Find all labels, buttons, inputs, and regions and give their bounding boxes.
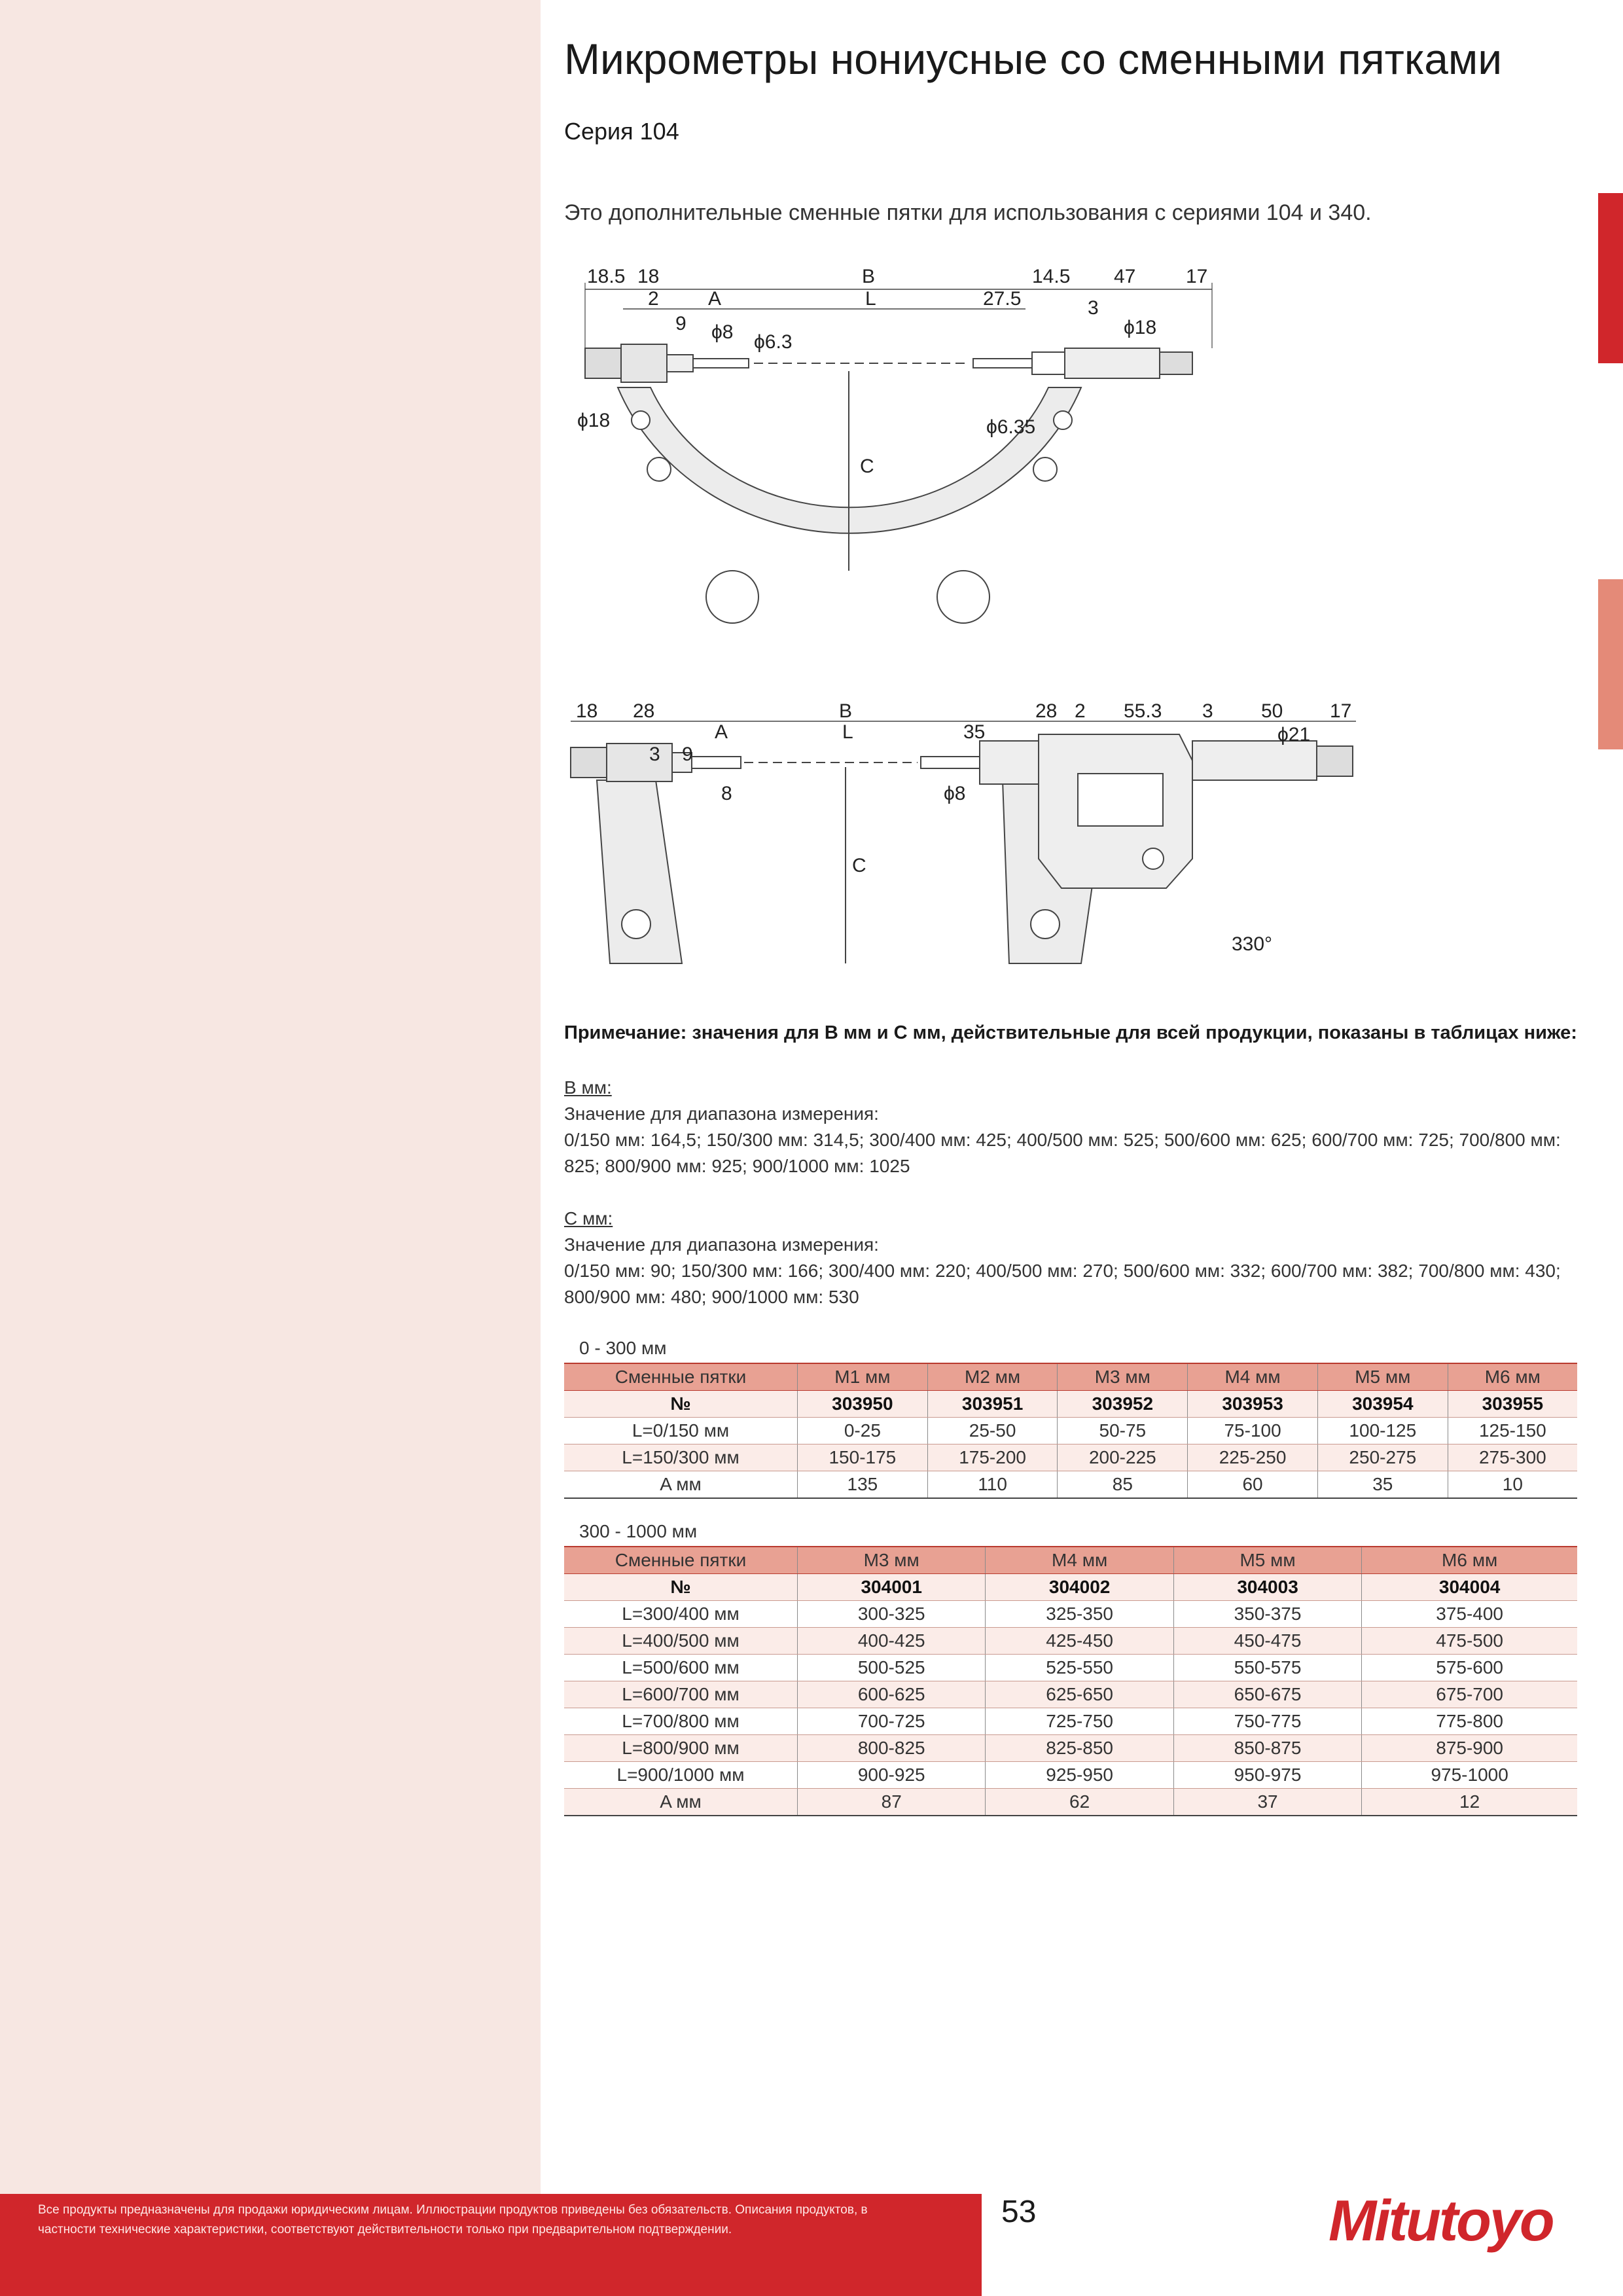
brand-logo: Mitutoyo	[1329, 2188, 1553, 2253]
cell: 600-625	[798, 1681, 986, 1708]
cell: 875-900	[1362, 1735, 1577, 1762]
cell: 825-850	[986, 1735, 1173, 1762]
b-heading: B мм:	[564, 1077, 612, 1098]
page-number: 53	[1001, 2195, 1037, 2229]
dim-label: ϕ18	[1124, 317, 1157, 338]
c-line: Значение для диапазона измерения:	[564, 1234, 879, 1255]
table-header-row	[564, 1363, 1577, 1391]
cell: 700-725	[798, 1708, 986, 1735]
dim-label: ϕ6.3	[754, 331, 793, 353]
cell: 150-175	[798, 1444, 928, 1471]
dim-label: 14.5	[1032, 266, 1071, 287]
dim-label: 9	[675, 313, 687, 334]
dim-label: 18	[637, 266, 660, 287]
dim-label: 28	[633, 700, 655, 722]
cell: 12	[1362, 1789, 1577, 1816]
cell: 125-150	[1448, 1418, 1577, 1444]
dim-label: L	[865, 288, 876, 310]
cell: 975-1000	[1362, 1762, 1577, 1789]
b-line: 0/150 мм: 164,5; 150/300 мм: 314,5; 300/400 мм: 425; 400/500 мм: 525; 500/600 мм: 625; 600/700 мм: 725; 700/800 мм:	[564, 1130, 1561, 1150]
dim-label: 9	[682, 744, 693, 765]
cell: 75-100	[1188, 1418, 1318, 1444]
dim-label: 18	[576, 700, 598, 722]
dim-label: 27.5	[983, 288, 1022, 310]
table-row	[564, 1708, 1577, 1735]
cell: L=600/700 мм	[564, 1681, 798, 1708]
header-cell: Сменные пятки	[564, 1363, 798, 1391]
dim-label: 17	[1330, 700, 1352, 722]
cell: 450-475	[1173, 1628, 1361, 1655]
cell: 325-350	[986, 1601, 1173, 1628]
cell: 0-25	[798, 1418, 928, 1444]
dim-label: ϕ8	[944, 783, 966, 804]
dim-label: C	[852, 855, 866, 876]
dim-label: C	[860, 456, 874, 477]
cell: 850-875	[1173, 1735, 1361, 1762]
dim-label: A	[708, 288, 722, 310]
table-row	[564, 1418, 1577, 1444]
cell: 304001	[798, 1574, 986, 1601]
cell: 303950	[798, 1391, 928, 1418]
cell: 175-200	[927, 1444, 1058, 1471]
b-line: Значение для диапазона измерения:	[564, 1103, 879, 1124]
table-row	[564, 1762, 1577, 1789]
cell: 304002	[986, 1574, 1173, 1601]
header-cell: M4 мм	[986, 1547, 1173, 1574]
cell: 225-250	[1188, 1444, 1318, 1471]
cell: 87	[798, 1789, 986, 1816]
cell: 200-225	[1058, 1444, 1188, 1471]
cell: L=500/600 мм	[564, 1655, 798, 1681]
dim-label: 28	[1035, 700, 1058, 722]
cell: L=900/1000 мм	[564, 1762, 798, 1789]
drawing-bottom-labels	[576, 700, 1351, 955]
dim-label: 35	[963, 721, 986, 743]
table-300-1000	[564, 1546, 1577, 1816]
cell: 100-125	[1317, 1418, 1448, 1444]
cell: 25-50	[927, 1418, 1058, 1444]
table-row	[564, 1574, 1577, 1601]
c-heading: C мм:	[564, 1208, 613, 1229]
note-text: Примечание: значения для B мм и C мм, действительные для всей продукции, показаны в таблицах ниже:	[564, 1022, 1577, 1043]
cell: 725-750	[986, 1708, 1173, 1735]
cell: 550-575	[1173, 1655, 1361, 1681]
table-row	[564, 1391, 1577, 1418]
table-row	[564, 1628, 1577, 1655]
header-cell: M3 мм	[1058, 1363, 1188, 1391]
header-cell: M3 мм	[798, 1547, 986, 1574]
dim-label: 3	[1088, 297, 1099, 319]
dim-label: ϕ8	[711, 321, 734, 343]
cell: 35	[1317, 1471, 1448, 1499]
header-cell: M2 мм	[927, 1363, 1058, 1391]
cell: 900-925	[798, 1762, 986, 1789]
disclaimer-line: частности технические характеристики, соответствуют действительности только при предварительном подтверждении.	[38, 2223, 732, 2236]
cell: 303952	[1058, 1391, 1188, 1418]
footer-disclaimer	[38, 2200, 941, 2240]
header-cell: M5 мм	[1317, 1363, 1448, 1391]
b-line: 825; 800/900 мм: 925; 900/1000 мм: 1025	[564, 1156, 910, 1176]
b-values-block	[564, 1075, 1572, 1179]
cell: 303951	[927, 1391, 1058, 1418]
cell: L=700/800 мм	[564, 1708, 798, 1735]
cell: 475-500	[1362, 1628, 1577, 1655]
cell: 925-950	[986, 1762, 1173, 1789]
dim-label: L	[842, 721, 853, 743]
cell: 375-400	[1362, 1601, 1577, 1628]
cell: №	[564, 1391, 798, 1418]
c-values-block	[564, 1206, 1572, 1310]
c-line: 0/150 мм: 90; 150/300 мм: 166; 300/400 мм: 220; 400/500 мм: 270; 500/600 мм: 332; 600/700 мм: 382; 700/800 мм: 430;	[564, 1261, 1561, 1281]
dim-label: ϕ21	[1277, 724, 1311, 745]
header-cell: M6 мм	[1448, 1363, 1577, 1391]
technical-drawing	[564, 257, 1441, 996]
cell: 62	[986, 1789, 1173, 1816]
disclaimer-line: Все продукты предназначены для продажи юридическим лицам. Иллюстрации продуктов приведены без обязательств. Описания продуктов, в	[38, 2203, 868, 2217]
cell: №	[564, 1574, 798, 1601]
dim-label: 55.3	[1124, 700, 1162, 722]
cell: 675-700	[1362, 1681, 1577, 1708]
cell: 400-425	[798, 1628, 986, 1655]
cell: 304004	[1362, 1574, 1577, 1601]
dim-label: 18.5	[587, 266, 626, 287]
cell: A мм	[564, 1789, 798, 1816]
cell: 10	[1448, 1471, 1577, 1499]
dim-label: 3	[1202, 700, 1213, 722]
left-side-panel	[0, 0, 541, 2296]
section-tab-marker-secondary	[1598, 579, 1623, 749]
cell: 303954	[1317, 1391, 1448, 1418]
dim-label: ϕ18	[577, 410, 611, 431]
dim-label: 330°	[1232, 933, 1273, 955]
header-cell: M1 мм	[798, 1363, 928, 1391]
cell: L=150/300 мм	[564, 1444, 798, 1471]
table-row	[564, 1471, 1577, 1499]
cell: 37	[1173, 1789, 1361, 1816]
dim-label: 2	[648, 288, 659, 310]
cell: L=400/500 мм	[564, 1628, 798, 1655]
table1-caption: 0 - 300 мм	[579, 1338, 667, 1358]
header-cell: M6 мм	[1362, 1547, 1577, 1574]
table-row	[564, 1444, 1577, 1471]
cell: 500-525	[798, 1655, 986, 1681]
cell: 85	[1058, 1471, 1188, 1499]
table2-caption: 300 - 1000 мм	[579, 1521, 698, 1541]
dim-label: B	[839, 700, 853, 722]
dim-label: A	[715, 721, 728, 743]
cell: 304003	[1173, 1574, 1361, 1601]
cell: 775-800	[1362, 1708, 1577, 1735]
series-label: Серия 104	[564, 118, 679, 145]
dim-label: 2	[1075, 700, 1086, 722]
table-row	[564, 1735, 1577, 1762]
dim-label: ϕ6.35	[986, 416, 1036, 438]
intro-text: Это дополнительные сменные пятки для использования с сериями 104 и 340.	[564, 200, 1372, 225]
dim-label: 3	[649, 744, 660, 765]
cell: 300-325	[798, 1601, 986, 1628]
cell: 135	[798, 1471, 928, 1499]
cell: A мм	[564, 1471, 798, 1499]
dim-label: 47	[1114, 266, 1136, 287]
dim-label: 17	[1186, 266, 1208, 287]
cell: L=800/900 мм	[564, 1735, 798, 1762]
dim-label: B	[862, 266, 876, 287]
cell: 275-300	[1448, 1444, 1577, 1471]
cell: 525-550	[986, 1655, 1173, 1681]
cell: 110	[927, 1471, 1058, 1499]
cell: 750-775	[1173, 1708, 1361, 1735]
header-cell: M5 мм	[1173, 1547, 1361, 1574]
table-header-row	[564, 1547, 1577, 1574]
dim-label: 50	[1261, 700, 1283, 722]
dim-label: 8	[721, 783, 732, 804]
table-row	[564, 1789, 1577, 1816]
cell: 303953	[1188, 1391, 1318, 1418]
header-cell: Сменные пятки	[564, 1547, 798, 1574]
table-row	[564, 1655, 1577, 1681]
cell: 350-375	[1173, 1601, 1361, 1628]
cell: 60	[1188, 1471, 1318, 1499]
cell: 250-275	[1317, 1444, 1448, 1471]
table-row	[564, 1681, 1577, 1708]
cell: 575-600	[1362, 1655, 1577, 1681]
cell: L=300/400 мм	[564, 1601, 798, 1628]
page-title: Микрометры нониусные со сменными пятками	[564, 35, 1503, 83]
cell: 625-650	[986, 1681, 1173, 1708]
cell: 425-450	[986, 1628, 1173, 1655]
section-tab-marker	[1598, 193, 1623, 363]
cell: 303955	[1448, 1391, 1577, 1418]
cell: 950-975	[1173, 1762, 1361, 1789]
table-row	[564, 1601, 1577, 1628]
c-line: 800/900 мм: 480; 900/1000 мм: 530	[564, 1287, 859, 1307]
table-0-300	[564, 1363, 1577, 1499]
cell: 800-825	[798, 1735, 986, 1762]
cell: 650-675	[1173, 1681, 1361, 1708]
cell: 50-75	[1058, 1418, 1188, 1444]
header-cell: M4 мм	[1188, 1363, 1318, 1391]
cell: L=0/150 мм	[564, 1418, 798, 1444]
